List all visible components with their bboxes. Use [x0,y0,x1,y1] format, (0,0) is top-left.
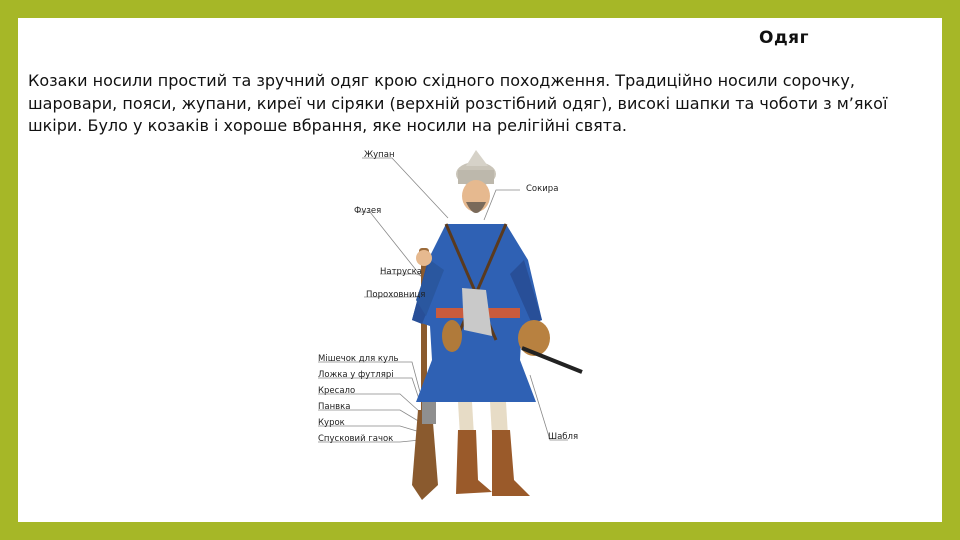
label-shablia: Шабля [548,432,579,442]
label-mishechok: Мішечок для куль [318,354,399,364]
cossack-illustration [296,140,586,516]
cossack-drawing [296,140,586,516]
label-fuzei: Фузея [354,206,382,216]
right-boot-shape [492,430,530,496]
label-porokhovnytsia: Пороховниця [366,290,426,300]
label-spuskovyi: Спусковий гачок [318,434,394,444]
label-kresalo: Кресало [318,386,356,396]
label-panvka: Панвка [318,402,351,412]
label-natruska: Натруска [380,267,422,277]
label-lozhka: Ложка у футлярі [318,370,394,380]
label-zhupan: Жупан [364,150,395,160]
slide [18,18,942,522]
slide-title: Одяг [759,28,809,48]
label-kurok: Курок [318,418,345,428]
left-boot-shape [456,430,492,494]
label-sokyra: Сокира [526,184,559,194]
slide-paragraph: Козаки носили простий та зручний одяг крою східного походження. Традиційно носили сорочку, шаровари, пояси, жупани, киреї чи сіряки (верхній розстібний одяг), високі шапки та чоботи з м’якої шкіри. Було у козаків і хороше вбрання, яке носили на релігійні свята. [28,71,888,135]
